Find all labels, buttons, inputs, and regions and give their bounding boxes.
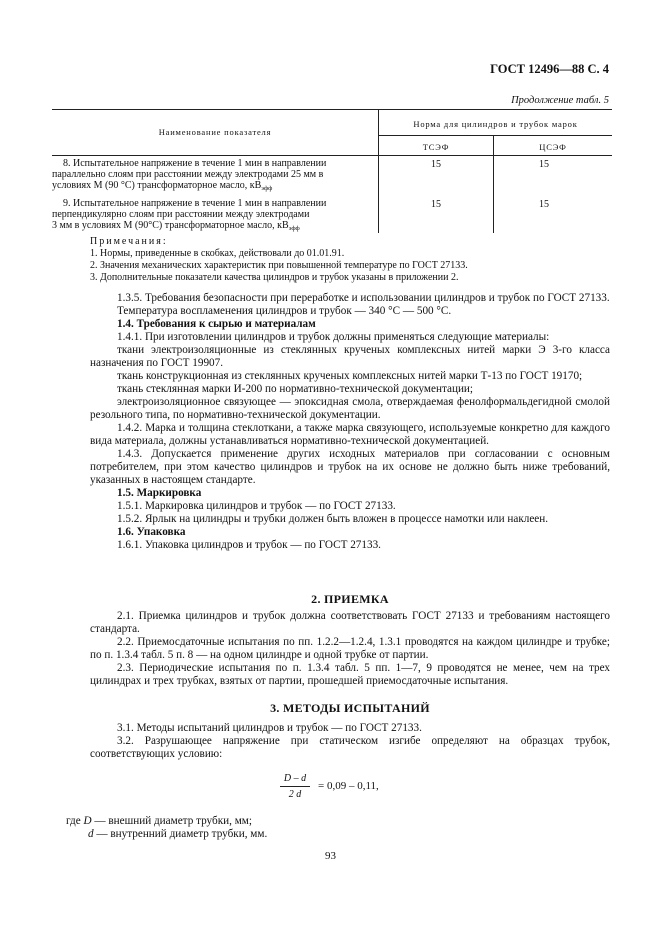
row-8-line-1: 8. Испытательное напряжение в течение 1 мин в направлении [63,158,327,169]
note-item-2: 2. Значения механических характеристик при повышенной температуре по ГОСТ 27133. [90,260,468,271]
section-1-body [90,292,610,552]
paragraph-2-3: 2.3. Периодические испытания по п. 1.3.4 табл. 5 пп. 1—7, 9 проводятся не менее, чем на трех цилиндрах и трех трубках, взятых от партии, прошедшей приемосдаточные испытания. [90,662,610,687]
where-symbol-D: D [83,815,92,827]
paragraph-3-1: 3.1. Методы испытаний цилиндров и трубок — по ГОСТ 27133. [117,722,422,734]
where-text-1: — внешний диаметр трубки, мм; [91,815,252,827]
paragraph-1-3-5: 1.3.5. Требования безопасности при переработке и использовании цилиндров и трубок по ГОСТ 27133. [117,292,610,304]
heading-1-4: 1.4. Требования к сырью и материалам [117,318,316,330]
table-top-rule [52,109,612,110]
material-item-4: электроизоляционное связующее — эпоксидная смола, отверждаемая фенолформальдегидной смолой резольного типа, по нормативно-технической документации. [90,396,610,421]
paragraph-1-4-2: 1.4.2. Марка и толщина стеклоткани, а также марка связующего, используемые конкретно для каждого вида материала, должны устанавливаться нормативно-технической документацией. [90,422,610,447]
col-header-tsef-c: ЦСЭФ [539,142,567,152]
table-notes [90,236,610,284]
table-row-9-name [52,198,375,234]
heading-1-5: 1.5. Маркировка [117,487,202,499]
paragraph-1-4-3: 1.4.3. Допускается применение других исходных материалов при согласовании с основным потребителем, при этом качество цилиндров и трубок на их основе не должно быть ниже требований, указанных в настоящем стандарте. [90,448,610,486]
page-number: 93 [325,850,336,862]
where-symbol-d: d [88,828,94,840]
notes-title: Примечания: [90,236,168,247]
paragraph-2-2: 2.2. Приемосдаточные испытания по пп. 1.2.2—1.2.4, 1.3.1 проводятся на каждом цилиндре и трубке; по п. 1.3.4 табл. 5 п. 8 — на одном цилиндре и одной трубке от партии. [90,636,610,661]
note-item-3: 3. Дополнительные показатели качества цилиндров и трубок указаны в приложении 2. [90,272,459,283]
paragraph-temperature: Температура воспламенения цилиндров и трубок — 340 °С — 500 °С. [117,305,452,317]
formula [270,772,470,806]
where-line-2 [88,828,267,841]
paragraph-1-5-2: 1.5.2. Ярлык на цилиндры и трубки должен быть вложен в процессе намотки или наклеен. [117,513,549,525]
formula-numerator: D – d [283,773,307,784]
section-3-body [90,722,610,761]
col-header-tsef: ТСЭФ [422,142,450,152]
document-reference: ГОСТ 12496—88 С. 4 [490,62,609,76]
heading-1-6: 1.6. Упаковка [117,526,186,538]
section-2-title: 2. ПРИЕМКА [311,592,389,606]
col-header-norm: Норма для цилиндров и трубок марок [413,119,578,129]
where-line-1 [66,815,252,828]
material-item-3: ткань стеклянная марки И-200 по нормативно-технической документации; [117,383,474,395]
where-prefix: где [66,815,84,827]
row-8-line-3: условиях М (90 °С) трансформаторное масло, кВ [52,180,262,191]
where-text-2: — внутренний диаметр трубки, мм. [93,828,268,840]
row-9-line-2: перпендикулярно слоям при расстоянии между электродами [52,209,310,220]
paragraph-3-2: 3.2. Разрушающее напряжение при статическом изгибе определяют на образцах трубок, соответствующих условию: [90,735,610,760]
row-9-line-3: 3 мм в условиях М (90°С) трансформаторное масло, кВ [52,220,289,231]
material-item-1: ткани электроизоляционные из стеклянных крученых комплексных нитей марки Э 3-го класса назначения по ГОСТ 19907. [90,344,610,369]
note-item-1: 1. Нормы, приведенные в скобках, действовали до 01.01.91. [90,248,345,259]
row-9-line-1: 9. Испытательное напряжение в течение 1 мин в направлении [63,198,327,209]
material-item-2: ткань конструкционная из стеклянных крученых комплексных нитей марки Т-13 по ГОСТ 19170; [117,370,583,382]
paragraph-1-5-1: 1.5.1. Маркировка цилиндров и трубок — по ГОСТ 27133. [117,500,396,512]
formula-fraction-bar [280,786,310,787]
table-row-9-tsef: 15 [431,199,441,210]
formula-rhs: = 0,09 – 0,11, [318,780,379,792]
table-row-9-tsef-c: 15 [539,199,549,210]
table-header-mid-rule [378,135,612,136]
table-row-8-tsef: 15 [431,159,441,170]
row-8-line-2: параллельно слоям при расстоянии между электродами 25 мм в [52,169,324,180]
row-8-unit-sub: эфф [261,185,273,192]
row-9-line-3-wrap [52,220,375,234]
table-row-8-tsef-c: 15 [539,159,549,170]
paragraph-1-4-1: 1.4.1. При изготовлении цилиндров и трубок должны применяться следующие материалы: [117,331,550,343]
section-2-body [90,610,610,688]
section-3-title: 3. МЕТОДЫ ИСПЫТАНИЙ [270,701,430,715]
paragraph-1-6-1: 1.6.1. Упаковка цилиндров и трубок — по ГОСТ 27133. [117,539,381,551]
table-header-bottom-rule [52,155,612,156]
row-9-unit-sub: эфф [288,225,300,232]
formula-denominator: 2 d [288,789,302,800]
row-8-line-3-wrap [52,180,375,194]
col-header-name: Наименование показателя [158,127,272,137]
table-continuation-label: Продолжение табл. 5 [511,95,609,106]
table-row-8-name [52,158,375,194]
paragraph-2-1: 2.1. Приемка цилиндров и трубок должна соответствовать ГОСТ 27133 и требованиям настоящего стандарта. [90,610,610,635]
